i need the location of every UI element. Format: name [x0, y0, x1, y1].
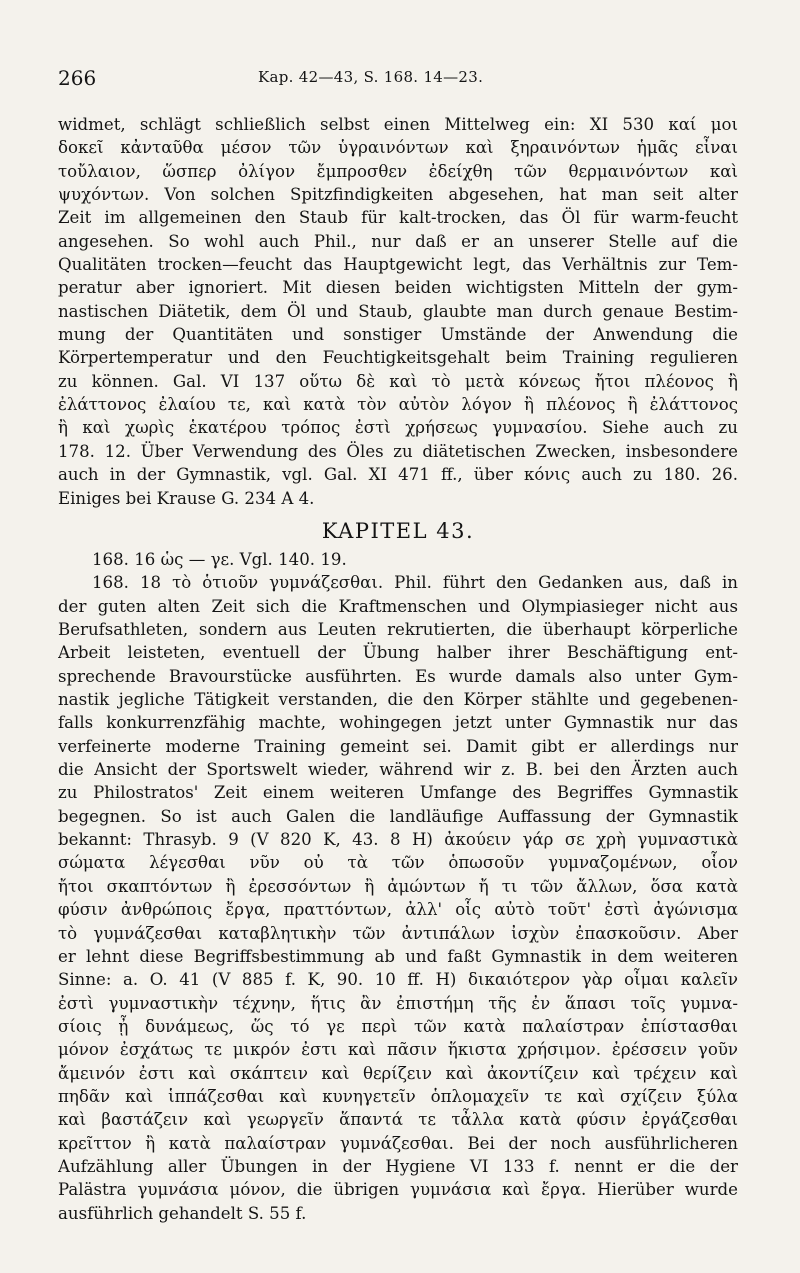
- text-line: auch in der Gymnastik, vgl. Gal. XI 471 ff., über κόνις auch zu 180. 26.: [58, 465, 738, 485]
- text-line: πηδᾶν καὶ ἱππάζεσθαι καὶ κυνηγετεῖν ὁπλομαχεῖν τε καὶ σχίζειν ξύλα: [58, 1086, 738, 1106]
- text-line: καὶ βαστάζειν καὶ γεωργεῖν ἅπαντά τε τἆλλα κατὰ φύσιν ἐργάζεσθαι: [58, 1110, 738, 1130]
- text-line: ἐλάττονος ἐλαίου τε, καὶ κατὰ τὸν αὐτὸν λόγον ἢ πλέονος ἢ ἐλάττονος: [58, 395, 738, 415]
- text-line: Aufzählung aller Übungen in der Hygiene VI 133 f. nennt er die der: [58, 1156, 738, 1176]
- text-line: φύσιν ἀνθρώποις ἔργα, πραττόντων, ἀλλ' οἷς αὐτὸ τοῦτ' ἐστὶ ἀγώνισμα: [58, 900, 738, 920]
- text-line: verfeinerte moderne Training gemeint sei. Damit gibt er allerdings nur: [58, 736, 738, 756]
- text-line: ἤτοι σκαπτόντων ἢ ἐρεσσόντων ἢ ἀμώντων ἤ τι τῶν ἄλλων, ὅσα κατὰ: [58, 876, 738, 896]
- text-line: ἄμεινόν ἐστι καὶ σκάπτειν καὶ θερίζειν καὶ ἀκοντίζειν καὶ τρέχειν καὶ: [58, 1063, 738, 1083]
- text-line: angesehen. So wohl auch Phil., nur daß er an unserer Stelle auf die: [58, 231, 738, 251]
- text-line: ἐστὶ γυμναστικὴν τέχνην, ἥτις ἂν ἐπιστήμη τῆς ἐν ἅπασι τοῖς γυμνα-: [58, 993, 738, 1013]
- text-line: δοκεῖ κἀνταῦθα μέσον τῶν ὑγραινόντων καὶ ξηραινόντων ἡμᾶς εἶναι: [58, 138, 738, 158]
- text-line: der guten alten Zeit sich die Kraftmenschen und Olympiasieger nicht aus: [58, 596, 738, 616]
- text-line: Palästra γυμνάσια μόνον, die übrigen γυμνάσια καὶ ἔργα. Hierüber wurde: [58, 1180, 738, 1200]
- text-line: sprechende Bravourstücke ausführten. Es wurde damals also unter Gym-: [58, 666, 738, 686]
- page-header: [58, 66, 738, 92]
- text-line: Qualitäten trocken—feucht das Hauptgewicht legt, das Verhältnis zur Tem-: [58, 255, 738, 275]
- text-line: zu können. Gal. VI 137 οὕτω δὲ καὶ τὸ μετὰ κόνεως ἤτοι πλέονος ἢ: [58, 371, 738, 391]
- text-line: Berufsathleten, sondern aus Leuten rekrutierten, die überhaupt körperliche: [58, 620, 738, 640]
- text-line: Sinne: a. O. 41 (V 885 f. K, 90. 10 ff. H) δικαιότερον γὰρ οἶμαι καλεῖν: [58, 970, 738, 990]
- chapter-heading: KAPITEL 43.: [321, 519, 475, 543]
- text-line: κρεῖττον ἢ κατὰ παλαίστραν γυμνάζεσθαι. Bei der noch ausführlicheren: [58, 1133, 738, 1153]
- text-line: τὸ γυμνάζεσθαι καταβλητικὴν τῶν ἀντιπάλων ἰσχὺν ἐπασκοῦσιν. Aber: [58, 923, 738, 943]
- text-line: er lehnt diese Begriffsbestimmung ab und faßt Gymnastik in dem weiteren: [58, 946, 738, 966]
- text-line: falls konkurrenzfähig machte, wohingegen jetzt unter Gymnastik nur das: [58, 713, 738, 733]
- text-line: Einiges bei Krause G. 234 A 4.: [58, 488, 315, 508]
- text-line: bekannt: Thrasyb. 9 (V 820 K, 43. 8 H) ἀκούειν γάρ σε χρὴ γυμναστικὰ: [58, 830, 738, 850]
- text-line: σώματα λέγεσθαι νῦν οὐ τὰ τῶν ὁπωσοῦν γυμναζομένων, οἷον: [58, 853, 738, 873]
- commentary-section-1: [58, 113, 738, 510]
- text-line: σίοις ᾖ δυνάμεως, ὥς τό γε περὶ τῶν κατὰ παλαίστραν ἐπίστασθαι: [58, 1016, 738, 1036]
- commentary-section-2: [58, 548, 738, 1225]
- running-head: Kap. 42—43, S. 168. 14—23.: [258, 68, 484, 86]
- text-line: ψυχόντων. Von solchen Spitzfindigkeiten abgesehen, hat man seit alter: [58, 185, 738, 205]
- text-line: ausführlich gehandelt S. 55 f.: [58, 1203, 307, 1223]
- text-line: nastischen Diätetik, dem Öl und Staub, glaubte man durch genaue Bestim-: [58, 301, 738, 321]
- text-line: zu Philostratos' Zeit einem weiteren Umfange des Begriffes Gymnastik: [58, 783, 738, 803]
- text-line: 168. 18 τὸ ὁτιοῦν γυμνάζεσθαι. Phil. führt den Gedanken aus, daß in: [92, 573, 738, 593]
- text-line: begegnen. So ist auch Galen die landläufige Auffassung der Gymnastik: [58, 806, 738, 826]
- text-line: 168. 16 ὡς — γε. Vgl. 140. 19.: [92, 550, 347, 569]
- text-line: nastik jegliche Tätigkeit verstanden, die den Körper stählte und gegebenen-: [58, 690, 738, 710]
- text-line: die Ansicht der Sportswelt wieder, während wir z. B. bei den Ärzten auch: [58, 760, 738, 780]
- page-number: 266: [58, 66, 97, 90]
- text-line: mung der Quantitäten und sonstiger Umstände der Anwendung die: [58, 325, 738, 345]
- text-line: ἢ καὶ χωρὶς ἑκατέρου τρόπος ἐστὶ χρήσεως γυμνασίου. Siehe auch zu: [58, 418, 738, 438]
- text-line: Arbeit leisteten, eventuell der Übung halber ihrer Beschäftigung ent-: [58, 643, 738, 663]
- text-line: 178. 12. Über Verwendung des Öles zu diätetischen Zwecken, insbesondere: [58, 441, 738, 461]
- text-line: peratur aber ignoriert. Mit diesen beiden wichtigsten Mitteln der gym-: [58, 278, 738, 298]
- text-line: Zeit im allgemeinen den Staub für kalt-trocken, das Öl für warm-feucht: [58, 208, 738, 228]
- text-line: τοὔλαιον, ὥσπερ ὀλίγον ἔμπροσθεν ἐδείχθη τῶν θερμαινόντων καὶ: [58, 161, 738, 181]
- text-line: widmet, schlägt schließlich selbst einen Mittelweg ein: XI 530 καί μοι: [58, 115, 738, 134]
- text-line: Körpertemperatur und den Feuchtigkeitsgehalt beim Training regulieren: [58, 348, 738, 368]
- text-line: μόνον ἐσχάτως τε μικρόν ἐστι καὶ πᾶσιν ἥκιστα χρήσιμον. ἐρέσσειν γοῦν: [58, 1040, 738, 1060]
